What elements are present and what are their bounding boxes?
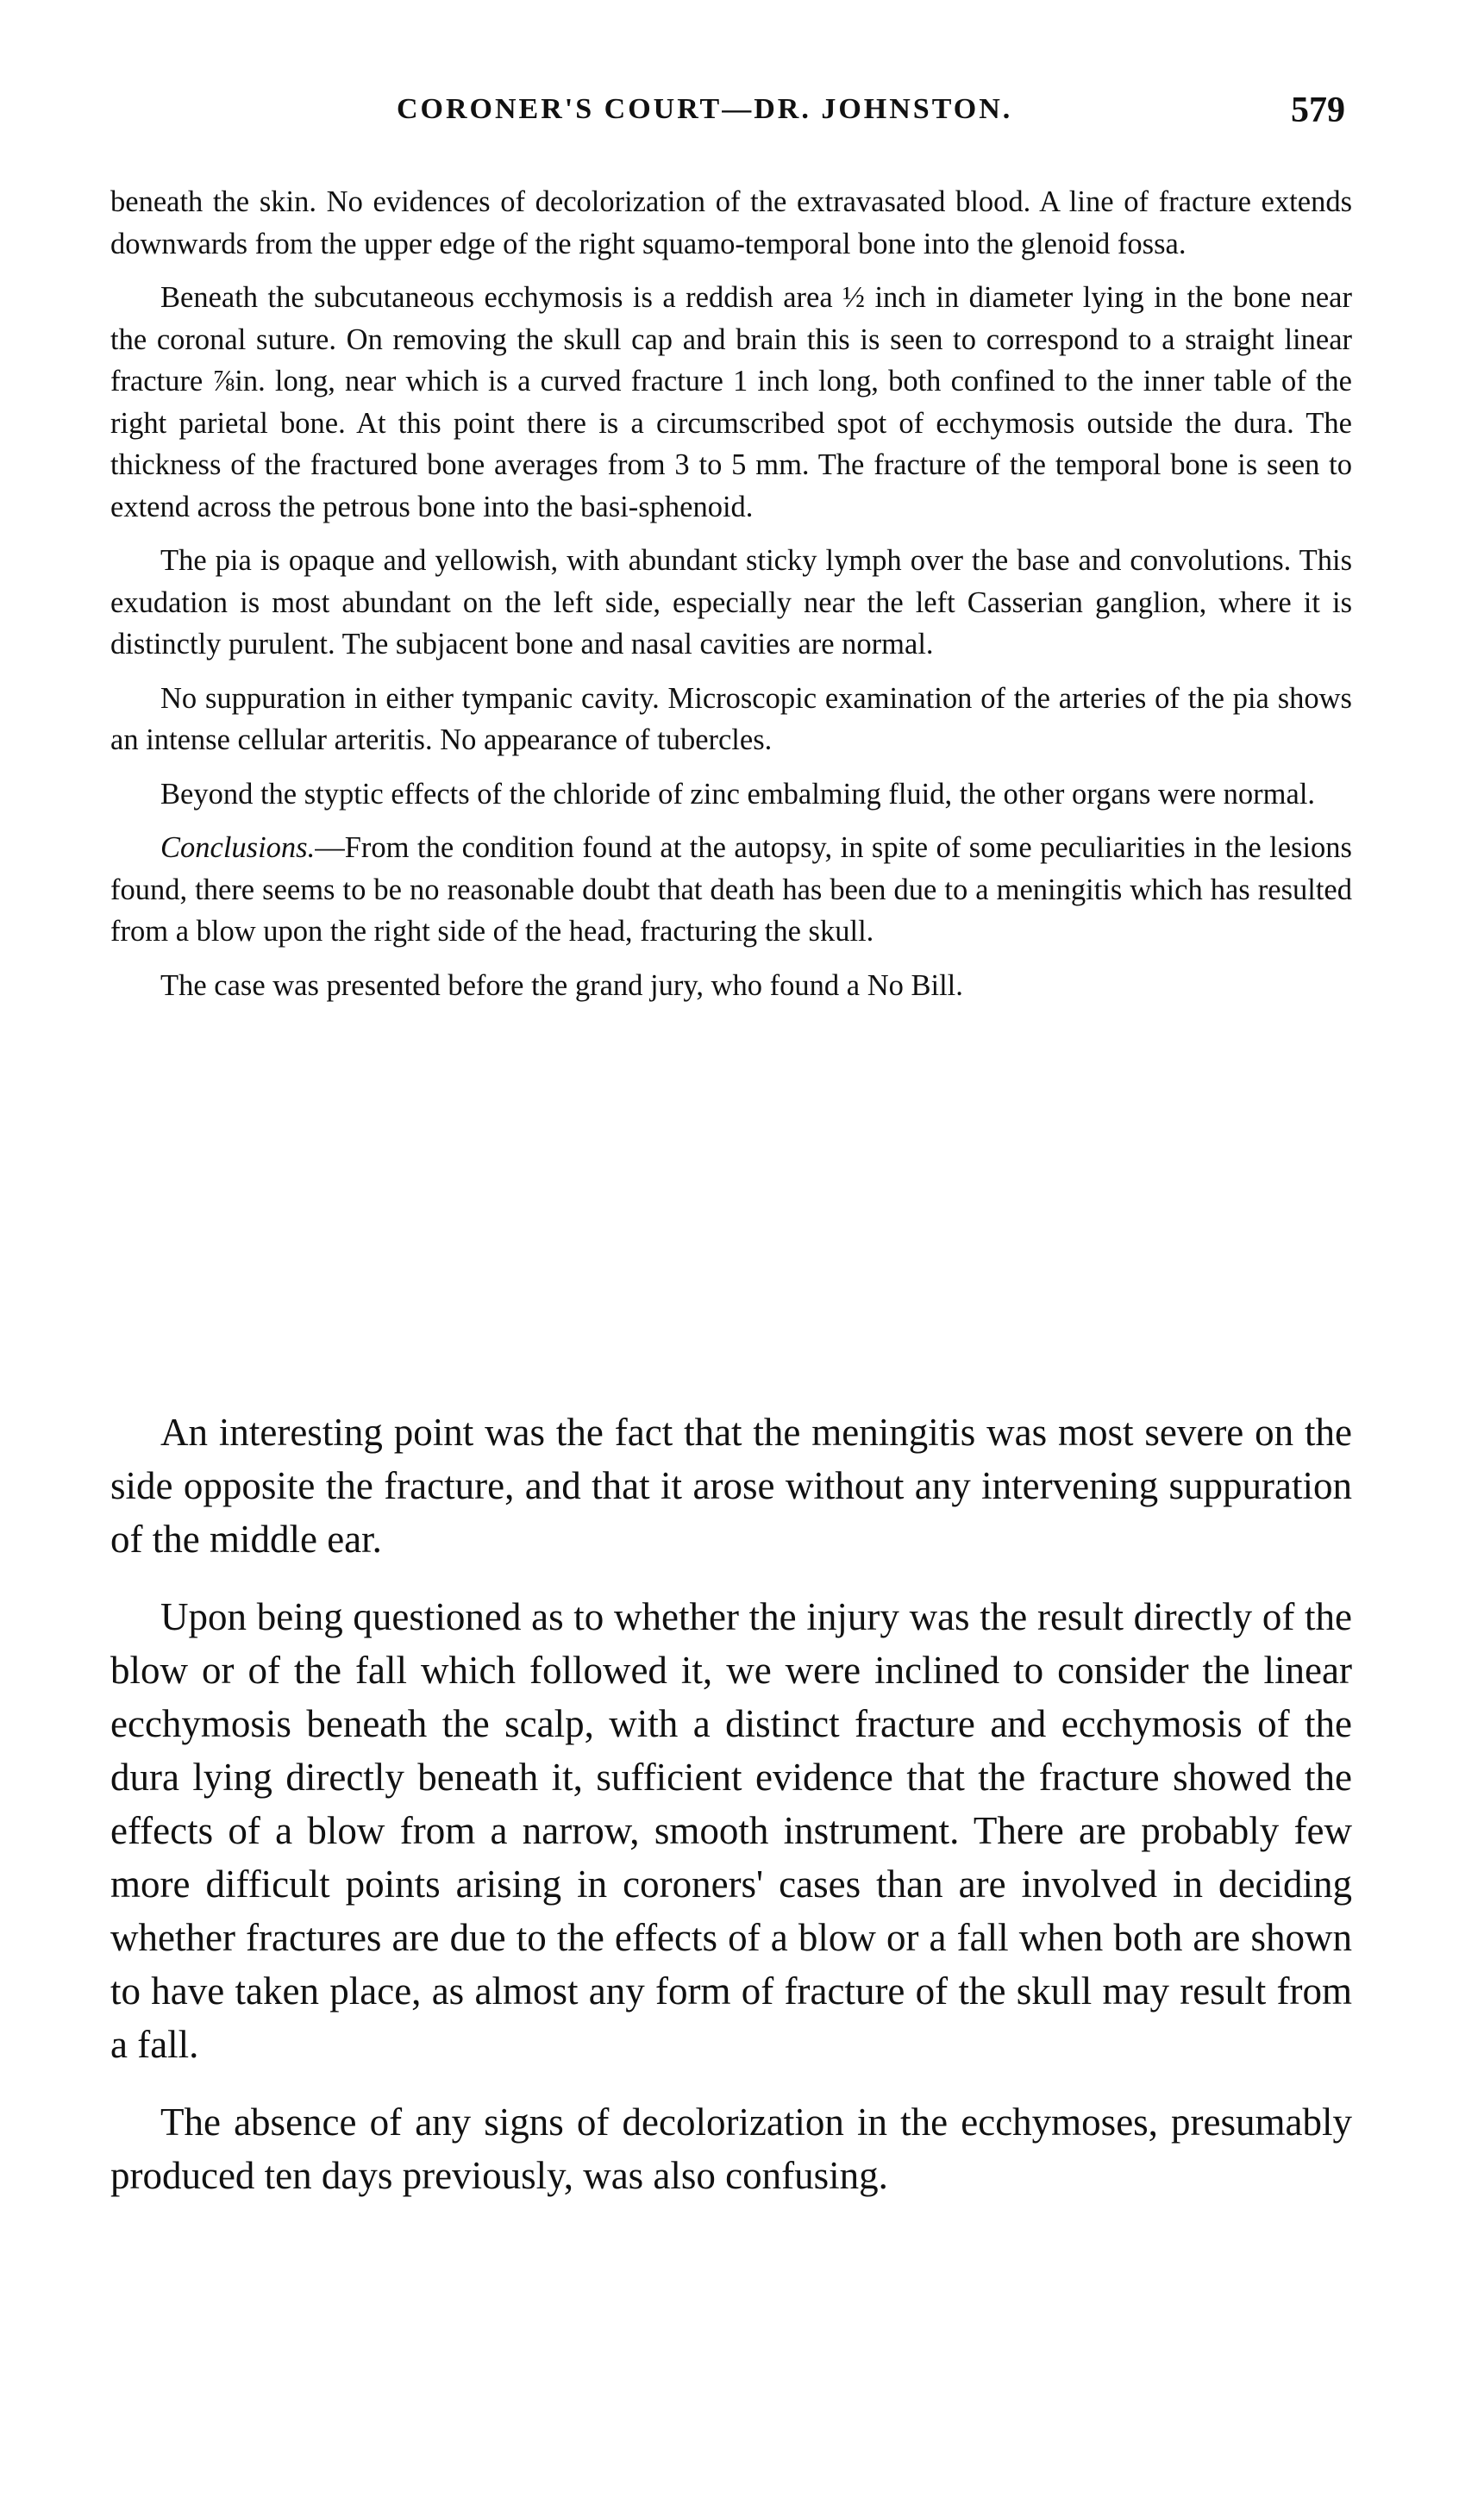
conclusions-text: —From the condition found at the autopsy, in spite of some peculiarities in the lesions found, there seems to be no reasonable doubt that death has been due to a meningitis which has resulted from a blow upon the right side of the head, fracturing the skull. [110,831,1352,948]
paragraph-injury-question: Upon being questioned as to whether the injury was the result directly of the blow or of the fall which followed it, we were inclined to consider the linear ecchymosis beneath the scalp, with a distinct fracture and ecchymosis of the dura lying directly beneath it, sufficient evidence that the fracture showed the effects of a blow from a narrow, smooth instrument. There are probably few more difficult points arising in coroners' cases than are involved in deciding whether fractures are due to the effects of a blow or a fall when both are shown to have taken place, as almost any form of fracture of the skull may result from a fall. [110,1595,1352,2066]
page-number: 579 [1291,91,1345,130]
conclusions-label: Conclusions. [160,831,316,864]
paragraph-other-organs: Beyond the styptic effects of the chloride of zinc embalming fluid, the other organs were normal. [160,777,1316,811]
small-print-section [110,181,1352,1018]
page-header [103,93,1380,145]
paragraph-conclusions [110,827,1352,953]
paragraph-fracture-findings: Beneath the subcutaneous ecchymosis is a reddish area ½ inch in diameter lying in the bone near the coronal suture. On removing the skull cap and brain this is seen to correspond to a straight linear fracture ⅞in. long, near which is a curved fracture 1 inch long, both confined to the inner table of the right parietal bone. At this point there is a circumscribed spot of ecchymosis outside the dura. The thickness of the fractured bone averages from 3 to 5 mm. The fracture of the temporal bone is seen to extend across the petrous bone into the basi-sphenoid. [110,281,1352,523]
running-head: CORONER'S COURT—DR. JOHNSTON. [397,93,1013,125]
paragraph-pia-findings: The pia is opaque and yellowish, with abundant sticky lymph over the base and convolutions. This exudation is most abundant on the left side, especially near the left Casserian ganglion, where it is distinctly purulent. The subjacent bone and nasal cavities are normal. [110,544,1352,660]
paragraph-grand-jury: The case was presented before the grand jury, who found a No Bill. [160,968,963,1002]
paragraph-decolorization: The absence of any signs of decolorization in the ecchymoses, presumably produced ten days previously, was also confusing. [110,2100,1352,2197]
paragraph-microscopic-findings: No suppuration in either tympanic cavity. Microscopic examination of the arteries of the pia shows an intense cellular arteritis. No appearance of tubercles. [110,681,1352,756]
commentary-section [110,1406,1352,2226]
paragraph-meningitis-point: An interesting point was the fact that the meningitis was most severe on the side opposite the fracture, and that it arose without any intervening suppuration of the middle ear. [110,1411,1352,1561]
paragraph-skin-findings: beneath the skin. No evidences of decolorization of the extravasated blood. A line of fracture extends downwards from the upper edge of the right squamo-temporal bone into the glenoid fossa. [110,185,1352,260]
